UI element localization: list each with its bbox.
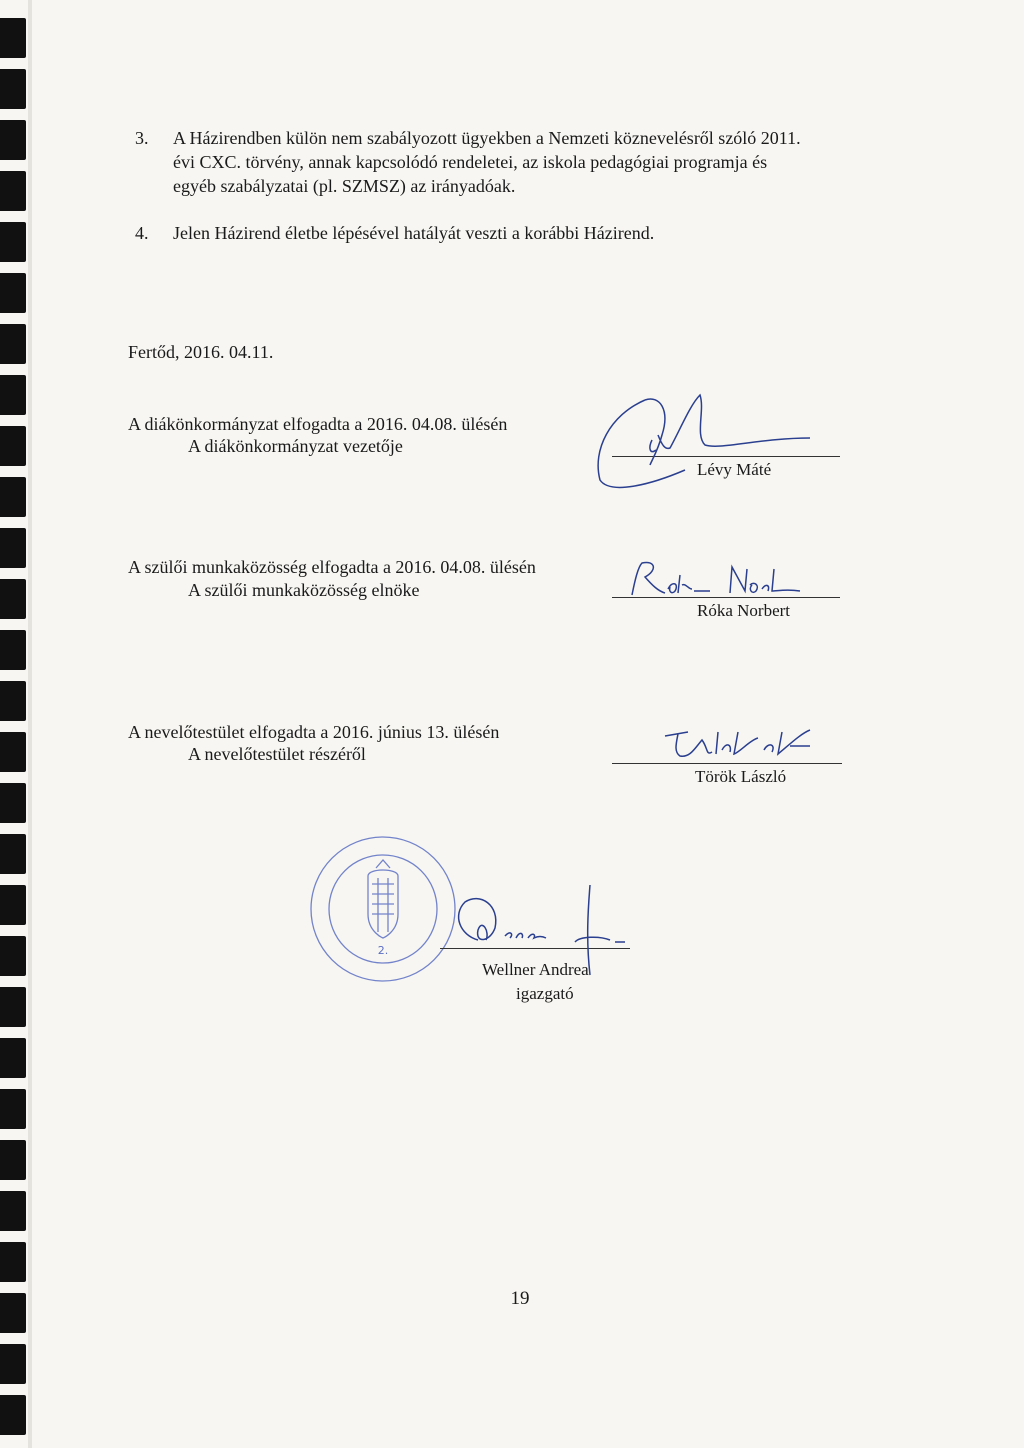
binding-hole <box>0 426 26 466</box>
principal-title: igazgató <box>516 984 574 1003</box>
approval-role: A nevelőtestület részéről <box>188 744 366 764</box>
page-number: 19 <box>510 1288 530 1309</box>
binding-hole <box>0 1344 26 1384</box>
approval-role: A szülői munkaközösség elnöke <box>188 580 420 600</box>
item-text-line: egyéb szabályzatai (pl. SZMSZ) az irányadóak. <box>173 176 516 196</box>
approval-text: A szülői munkaközösség elfogadta a 2016. 04.08. ülésén <box>128 557 536 577</box>
binding-hole <box>0 69 26 109</box>
binding-hole <box>0 1395 26 1435</box>
binding-hole <box>0 477 26 517</box>
signature-roka <box>620 555 850 605</box>
item-number: 3. <box>135 128 149 148</box>
binding-hole <box>0 885 26 925</box>
signature-levy <box>590 390 820 500</box>
binding-hole <box>0 783 26 823</box>
stamp-number: 2. <box>377 944 389 957</box>
item-text-line: A Házirendben külön nem szabályozott ügyekben a Nemzeti köznevelésről szóló 2011. <box>173 128 801 148</box>
signer-name: Lévy Máté <box>697 460 772 479</box>
binding-hole <box>0 732 26 772</box>
binding-hole <box>0 834 26 874</box>
official-stamp <box>298 834 468 984</box>
binding-hole <box>0 579 26 619</box>
approval-text: A nevelőtestület elfogadta a 2016. június 13. ülésén <box>128 722 500 742</box>
signature-wellner <box>450 880 670 980</box>
binding-hole <box>0 18 26 58</box>
place-date: Fertőd, 2016. 04.11. <box>128 342 274 362</box>
binding-hole <box>0 273 26 313</box>
binding-hole <box>0 987 26 1027</box>
binding-hole <box>0 1089 26 1129</box>
signer-name: Róka Norbert <box>697 601 791 620</box>
approval-role: A diákönkormányzat vezetője <box>188 436 403 456</box>
binding-hole <box>0 1293 26 1333</box>
binding-hole <box>0 1242 26 1282</box>
binding-hole <box>0 171 26 211</box>
page-edge <box>28 0 32 1448</box>
approval-text: A diákönkormányzat elfogadta a 2016. 04.08. ülésén <box>128 414 508 434</box>
binding-hole <box>0 936 26 976</box>
spiral-binding <box>0 0 30 1448</box>
binding-hole <box>0 120 26 160</box>
binding-hole <box>0 1191 26 1231</box>
principal-name: Wellner Andrea <box>482 960 589 979</box>
item-number: 4. <box>135 223 149 243</box>
item-text-line: Jelen Házirend életbe lépésével hatályát veszti a korábbi Házirend. <box>173 223 655 243</box>
binding-hole <box>0 1038 26 1078</box>
signature-torok <box>660 722 840 767</box>
binding-hole <box>0 222 26 262</box>
binding-hole <box>0 528 26 568</box>
binding-hole <box>0 681 26 721</box>
binding-hole <box>0 630 26 670</box>
signer-name: Török László <box>695 767 787 786</box>
binding-hole <box>0 1140 26 1180</box>
binding-hole <box>0 324 26 364</box>
binding-hole <box>0 375 26 415</box>
item-text-line: évi CXC. törvény, annak kapcsolódó rendeletei, az iskola pedagógiai programja és <box>173 152 768 172</box>
